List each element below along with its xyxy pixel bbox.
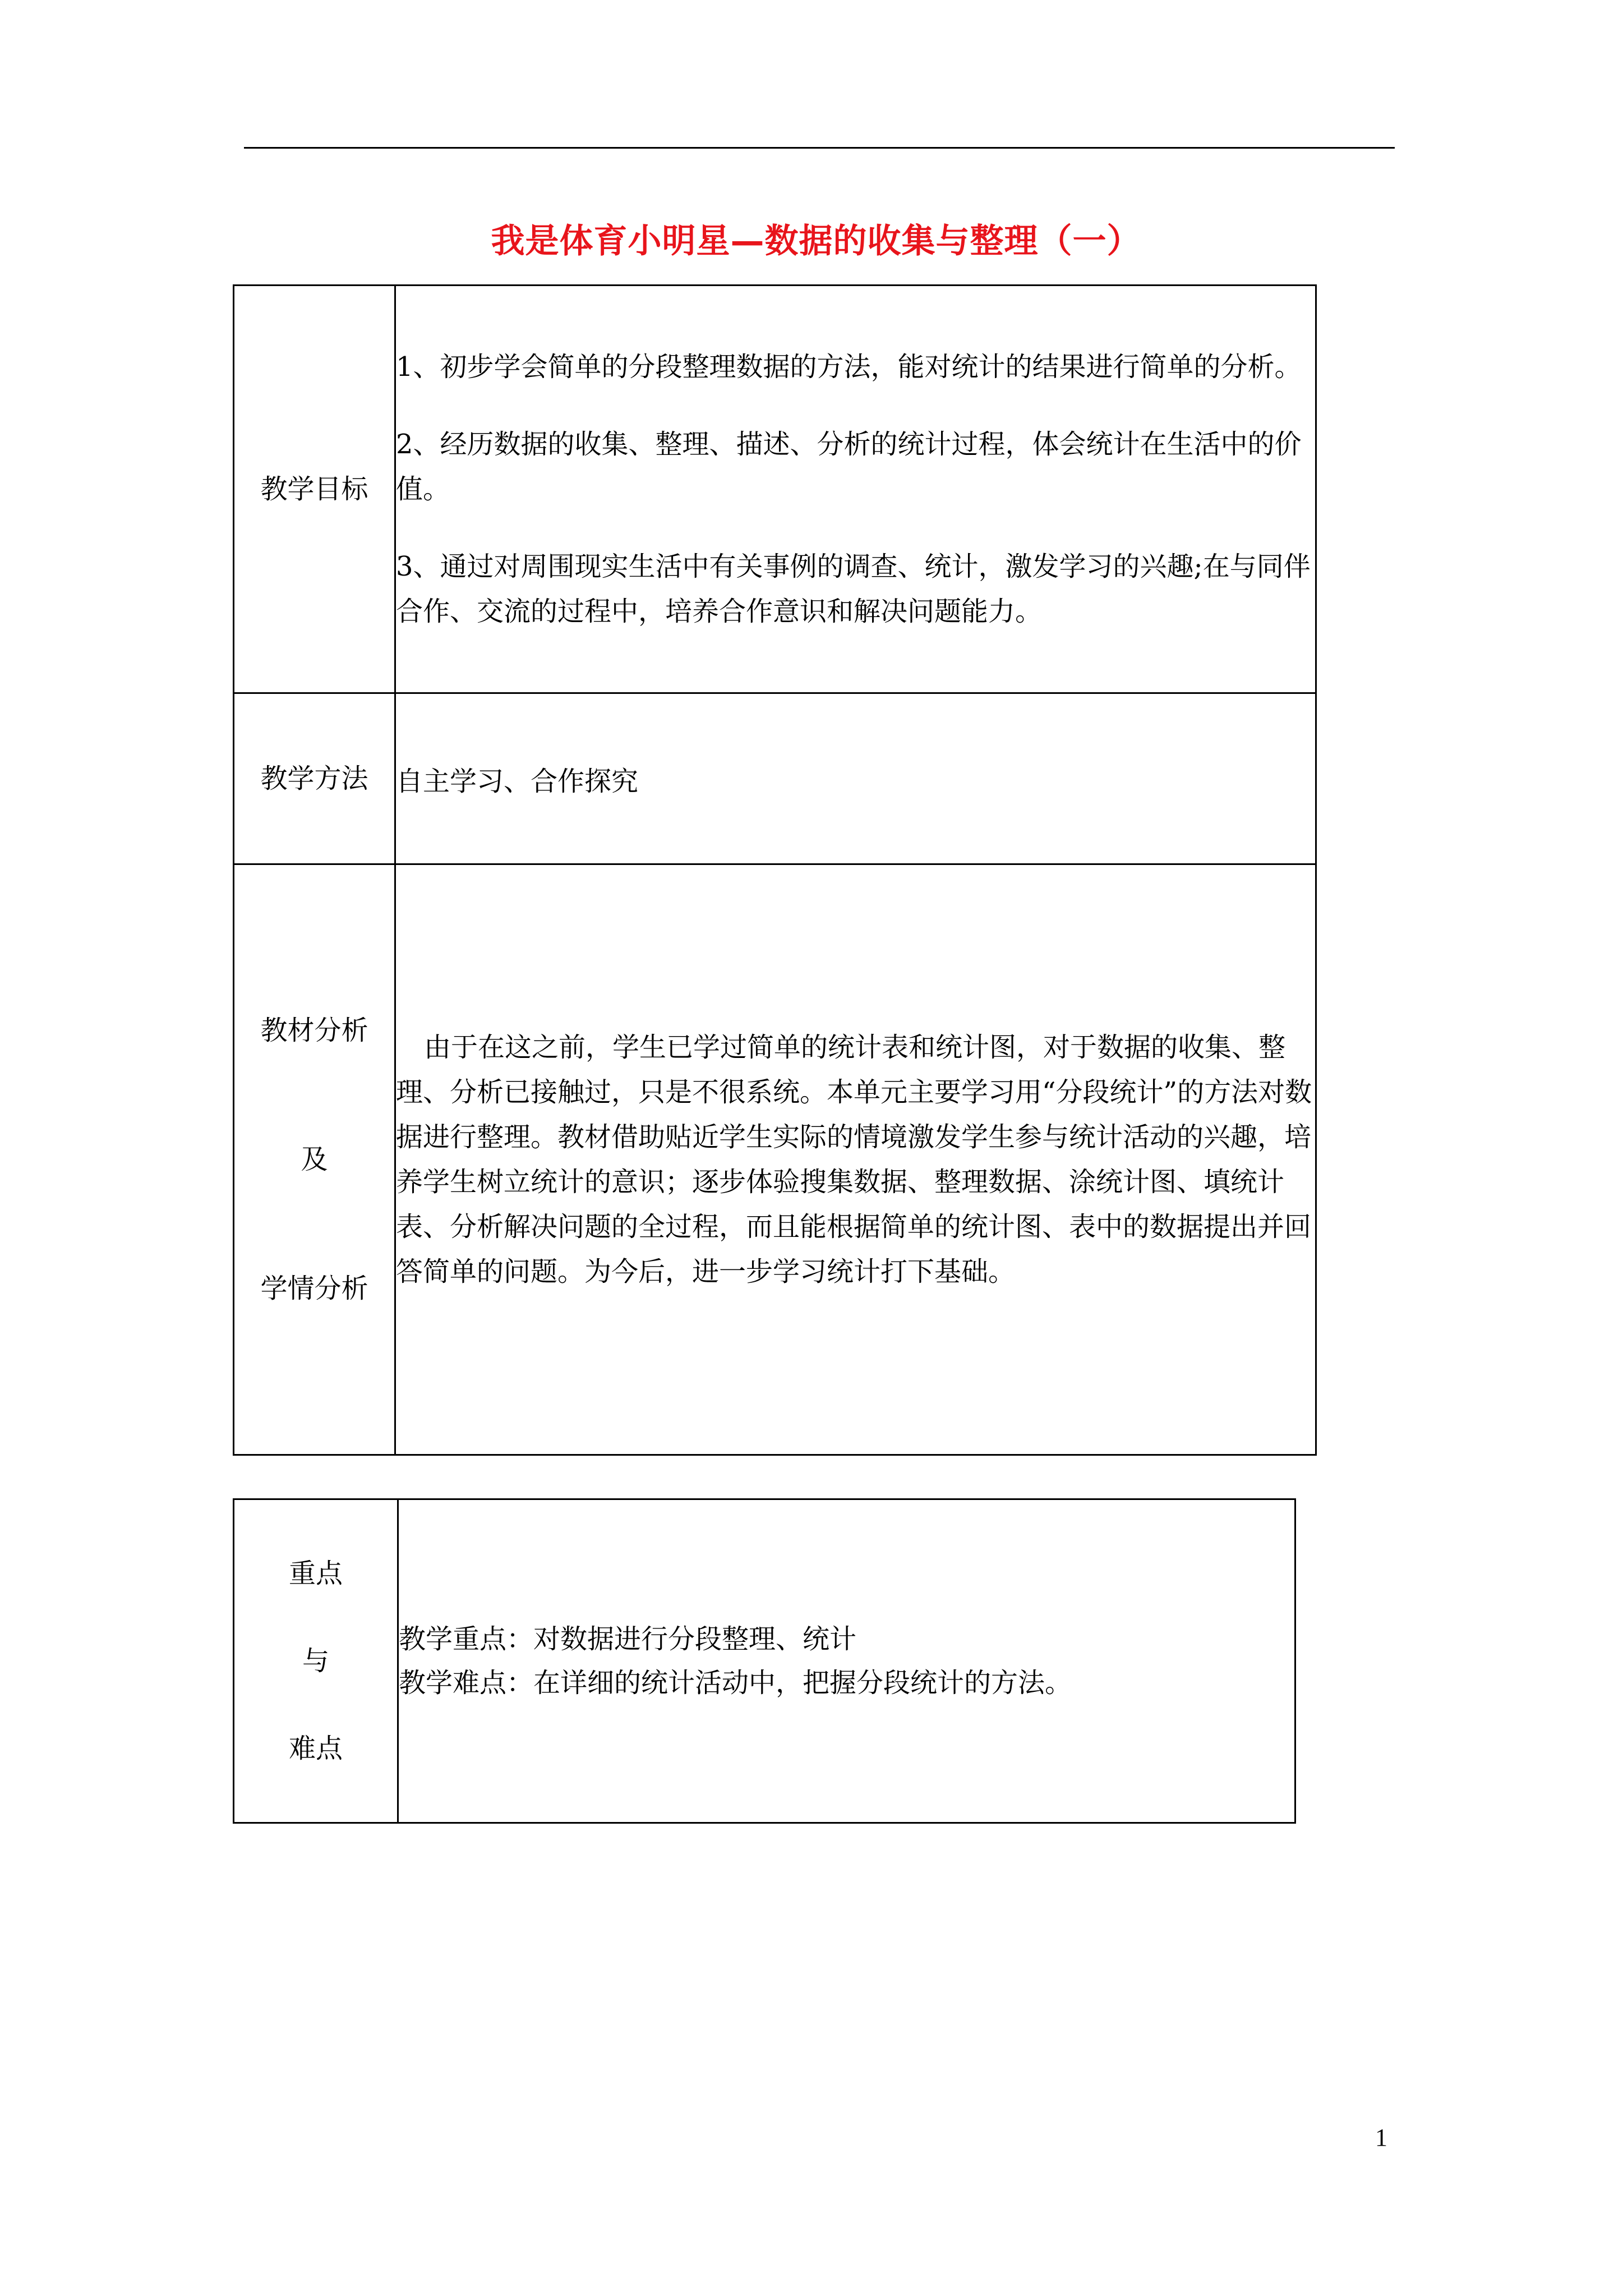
key-points-content-cell: [398, 1499, 1295, 1823]
lesson-plan-table: [233, 284, 1317, 1456]
analysis-label-line: 学情分析: [260, 1273, 368, 1304]
method-row: [234, 693, 1316, 864]
objectives-row: [234, 286, 1316, 693]
teaching-difficulty: 教学难点：在详细的统计活动中，把握分段统计的方法。: [399, 1667, 1072, 1699]
key-points-label-line: 重点: [288, 1558, 343, 1589]
objective-item: 2、经历数据的收集、整理、描述、分析的统计过程，体会统计在生活中的价值。: [396, 429, 1302, 505]
method-label-cell: [234, 693, 395, 864]
method-content-cell: [395, 693, 1316, 864]
page-number: 1: [1375, 2124, 1387, 2151]
objectives-label-cell: [234, 286, 395, 693]
objectives-label: 教学目标: [260, 473, 368, 505]
analysis-label-line: 教材分析: [260, 1015, 368, 1046]
analysis-row: [234, 864, 1316, 1455]
analysis-label-cell: [234, 864, 395, 1455]
analysis-label-line: 及: [301, 1144, 328, 1175]
objectives-content-cell: [395, 286, 1316, 693]
analysis-text: 由于在这之前，学生已学过简单的统计表和统计图，对于数据的收集、整理、分析已接触过，只是不很系统。本单元主要学习用“分段统计”的方法对数据进行整理。教材借助贴近学生实际的情境激发学生参与统计活动的兴趣，培养学生树立统计的意识；逐步体验搜集数据、整理数据、涂统计图、填统计表、分析解决问题的全过程，而且能根据简单的统计图、表中的数据提出并回答简单的问题。为今后，进一步学习统计打下基础。: [396, 1032, 1312, 1287]
analysis-content-cell: [395, 864, 1316, 1455]
header-rule: [244, 147, 1395, 149]
document-title: 我是体育小明星—数据的收集与整理（一）: [491, 222, 1141, 261]
key-points-label-line: 难点: [288, 1733, 343, 1764]
key-points-label-line: 与: [302, 1645, 329, 1677]
objective-item: 3、通过对周围现实生活中有关事例的调查、统计，激发学习的兴趣;在与同伴合作、交流的过程中，培养合作意识和解决问题能力。: [396, 551, 1311, 627]
objective-item: 1、初步学会简单的分段整理数据的方法，能对统计的结果进行简单的分析。: [396, 351, 1302, 383]
teaching-focus: 教学重点：对数据进行分段整理、统计: [399, 1623, 857, 1655]
key-points-label-cell: [234, 1499, 398, 1823]
key-points-table: [233, 1498, 1296, 1824]
key-points-row: [234, 1499, 1295, 1823]
method-label: 教学方法: [260, 763, 368, 794]
method-text: 自主学习、合作探究: [396, 765, 639, 797]
